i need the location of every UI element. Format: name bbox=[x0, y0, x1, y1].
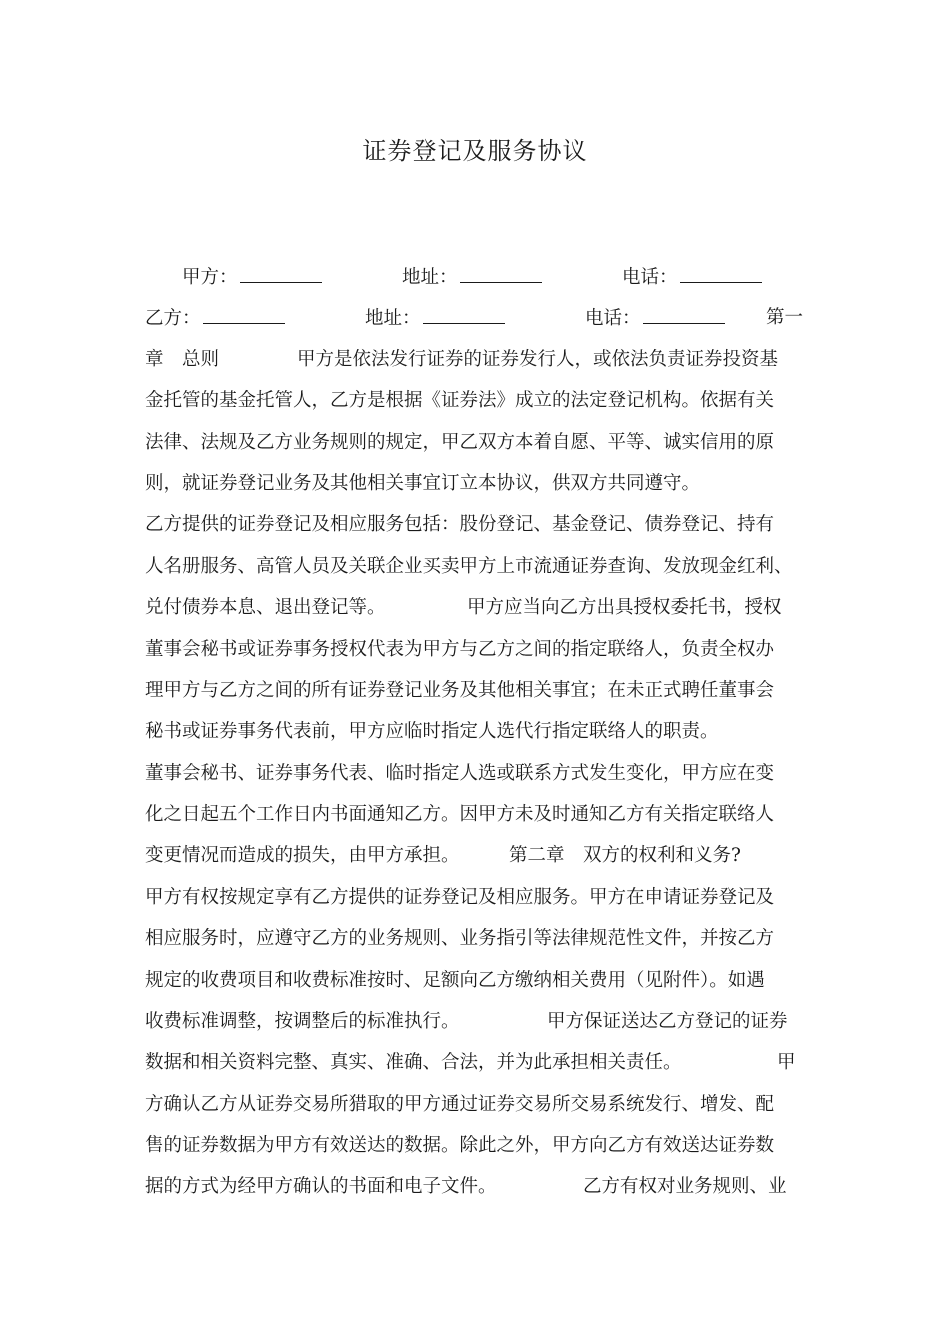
body-text: 甲方保证送达乙方登记的证券 bbox=[547, 1011, 788, 1032]
body-text: 董事会秘书或证券事务授权代表为甲方与乙方之间的指定联络人，负责全权办 bbox=[145, 639, 775, 660]
body-line bbox=[145, 717, 810, 747]
party-b-line bbox=[145, 303, 810, 333]
party-a-blank bbox=[240, 262, 322, 283]
body-text: 秘书或证券事务代表前，甲方应临时指定人选代行指定联络人的职责。 bbox=[145, 721, 719, 742]
party-b-phone-label: 电话： bbox=[585, 308, 641, 329]
body-text: 金托管的基金托管人，乙方是根据《证券法》成立的法定登记机构。依据有关 bbox=[145, 390, 775, 411]
body-line bbox=[145, 1007, 810, 1037]
body-text: 甲方有权按规定享有乙方提供的证券登记及相应服务。甲方在申请证券登记及 bbox=[145, 887, 775, 908]
party-a-phone-label: 电话： bbox=[622, 267, 678, 288]
body-text: 化之日起五个工作日内书面通知乙方。因甲方未及时通知乙方有关指定联络人 bbox=[145, 804, 775, 825]
body-line bbox=[145, 386, 810, 416]
party-b-blank bbox=[203, 303, 285, 324]
body-text: 相应服务时，应遵守乙方的业务规则、业务指引等法律规范性文件，并按乙方 bbox=[145, 928, 775, 949]
body-line bbox=[145, 635, 810, 665]
chapter-heading: 第二章 双方的权利和义务? bbox=[509, 845, 741, 866]
party-b-phone-blank bbox=[643, 303, 725, 324]
body-text: 董事会秘书、证券事务代表、临时指定人选或联系方式发生变化，甲方应在变 bbox=[145, 763, 775, 784]
body-line bbox=[145, 1131, 810, 1161]
body-line bbox=[145, 883, 810, 913]
party-a-phone-blank bbox=[680, 262, 762, 283]
body-text: 甲 bbox=[777, 1052, 796, 1073]
body-text: 乙方有权对业务规则、业 bbox=[583, 1176, 787, 1197]
body-line bbox=[145, 428, 810, 458]
party-a-line bbox=[145, 262, 810, 292]
body-text: 乙方提供的证券登记及相应服务包括：股份登记、基金登记、债券登记、持有 bbox=[145, 514, 775, 535]
body-text: 规定的收费项目和收费标准按时、足额向乙方缴纳相关费用（见附件）。如遇 bbox=[145, 970, 765, 991]
body-line bbox=[145, 593, 810, 623]
body-text: 人名册服务、高管人员及关联企业买卖甲方上市流通证券查询、发放现金红利、 bbox=[145, 556, 793, 577]
body-text: 甲方应当向乙方出具授权委托书，授权 bbox=[467, 597, 782, 618]
body-line bbox=[145, 800, 810, 830]
body-line bbox=[145, 552, 810, 582]
party-a-label: 甲方： bbox=[182, 267, 238, 288]
party-b-address-label: 地址： bbox=[365, 308, 421, 329]
party-a-address-blank bbox=[460, 262, 542, 283]
chapter-heading: 章 总则 bbox=[145, 349, 220, 370]
body-text: 售的证券数据为甲方有效送达的数据。除此之外，甲方向乙方有效送达证券数 bbox=[145, 1135, 775, 1156]
body-text: 理甲方与乙方之间的所有证券登记业务及其他相关事宜；在未正式聘任董事会 bbox=[145, 680, 775, 701]
body-text: 法律、法规及乙方业务规则的规定，甲乙双方本着自愿、平等、诚实信用的原 bbox=[145, 432, 775, 453]
body-text: 据的方式为经甲方确认的书面和电子文件。 bbox=[145, 1176, 497, 1197]
party-b-label: 乙方： bbox=[145, 308, 201, 329]
body-line bbox=[145, 924, 810, 954]
body-text: 兑付债券本息、退出登记等。 bbox=[145, 597, 386, 618]
body-text: 则，就证券登记业务及其他相关事宜订立本协议，供双方共同遵守。 bbox=[145, 473, 701, 494]
body-line bbox=[145, 966, 810, 996]
body-line bbox=[145, 1172, 810, 1202]
body-line bbox=[145, 676, 810, 706]
body-text: 方确认乙方从证券交易所猎取的甲方通过证券交易所交易系统发行、增发、配 bbox=[145, 1094, 775, 1115]
body-text: 数据和相关资料完整、真实、准确、合法，并为此承担相关责任。 bbox=[145, 1052, 682, 1073]
body-text: 甲方是依法发行证券的证券发行人，或依法负责证券投资基 bbox=[297, 349, 779, 370]
body-text: 收费标准调整，按调整后的标准执行。 bbox=[145, 1011, 460, 1032]
body-line bbox=[145, 1048, 810, 1078]
body-line bbox=[145, 469, 810, 499]
body-line bbox=[145, 1090, 810, 1120]
chapter-one-prefix: 第一 bbox=[766, 307, 804, 328]
document-title: 证券登记及服务协议 bbox=[362, 137, 588, 165]
body-line bbox=[145, 345, 810, 375]
party-b-address-blank bbox=[423, 303, 505, 324]
body-text: 变更情况而造成的损失，由甲方承担。 bbox=[145, 845, 460, 866]
body-line bbox=[145, 510, 810, 540]
body-line bbox=[145, 841, 810, 871]
party-a-address-label: 地址： bbox=[402, 267, 458, 288]
body-line bbox=[145, 759, 810, 789]
